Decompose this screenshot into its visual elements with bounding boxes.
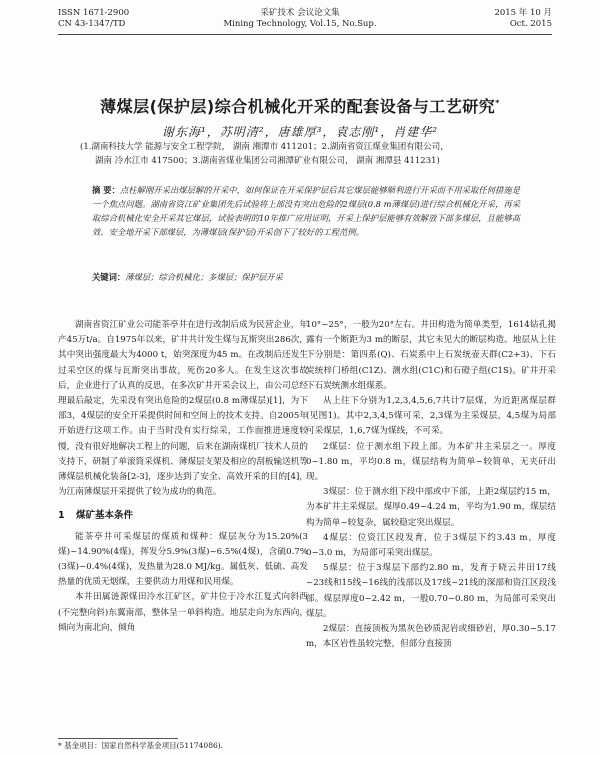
keywords-label: 关键词： — [92, 272, 126, 282]
affiliation-line-1: (1.湖南科技大学 能源与安全工程学院， 湖南 湘潭市 411201；2.湖南省资江煤业集团有限公司， — [80, 142, 449, 152]
section-heading — [58, 508, 308, 523]
abstract-label: 摘 要： — [92, 185, 120, 195]
paper-title-text: 薄煤层(保护层)综合机械化开采的配套设备与工艺研究 — [100, 97, 496, 116]
seam-3-paragraph: 3煤层：位于测水组下段中部或中下部，上距2煤层约15 m，为本矿井主采煤层。煤厚0.49~4.24 m，平均为1.90 m，煤层结构为简单~较复杂，属较稳定突出煤层。 — [306, 487, 556, 528]
seam-list-paragraph: 从上往下分别为1,2,3,4,5,6,7共计7层煤，为近距离煤层群(见图1)。其中2,3,4,5煤可采，2,3煤为主采煤层，4,5煤为局部可采煤层，1,6,7煤为煤线，不可采。 — [306, 396, 556, 437]
issue-date-cn: 2015 年 10 月 — [494, 8, 552, 18]
title-footnote-mark: * — [495, 98, 500, 108]
journal-name-en: Mining Technology, Vol.15, No.Sup. — [223, 19, 377, 29]
header-right — [494, 8, 552, 30]
seam-2-paragraph: 2煤层：位于测水组下段上部。为本矿井主采层之一。厚度0~1.80 m，平均0.8 m，煤层结构为简单~较简单，无夹矸出现。 — [306, 441, 556, 483]
keywords-text: 薄煤层；综合机械化；多煤层；保护层开采 — [125, 272, 283, 282]
abstract — [92, 183, 520, 239]
cn-number: CN 43-1347/TD — [58, 19, 126, 29]
author-list: 谢东海¹，苏明清²，唐雄厚³，袁志刚¹，肖建华² — [161, 125, 439, 139]
issue-date-en: Oct. 2015 — [509, 19, 552, 29]
footnote: * 基金项目：国家自然科学基金项目(51174086). — [58, 741, 224, 750]
seam-4-paragraph: 4煤层：位资江区段发育，位于3煤层下约3.43 m，厚度0~3.0 m，为局部可采突出煤层。 — [306, 532, 556, 559]
paper-title — [0, 94, 600, 117]
section-title: 煤矿基本条件 — [76, 510, 134, 522]
abstract-text: 点柱解刚开采出煤层解的开采中，如何保证在开采保护层后其它煤层能够顺利进行开采而不用采取任何措施是一个焦点问题。湖南省资江矿业集团先后试验将上部没有突出危险的2煤层(0.8 m薄煤层)进行综合机械化开采，再采取综合机械化安全开采其它煤层，试验表明的10年推广应用证明，开采上保护层能够有效解放下部多煤层，且能够高效、安全地开采下部煤层，为薄煤层(保护层)开采创下了较好的工程范例。 — [92, 185, 520, 237]
header-rule — [58, 34, 552, 35]
structure-paragraph: 10°~25°，一般为20°左右。井田构造为简单类型，1614钻孔揭露有一个断距为3 m的断层，其它未见大的断层构造。地层从上往下分别是：第四系(Q)、石炭系中上石炭统壶天群(C2+3)、下石炭统梓门桥组(C1Z)、测水组(C1C)和石磴子组(C1S)。矿井开采下石炭统测水组煤系。 — [306, 320, 556, 391]
intro-paragraph: 湖南省资江矿业公司能茶亭井在进行改制后成为民营企业，年产45万t/a。自1975年以来，矿井共计发生煤与瓦斯突出286次，其中突出强度最大为4000 t，始突深度为45 m。在改制后还发生过采空区的煤与瓦斯突出事故，死伤20多人。在发生这次事故后，企业进行了认真的反思，在多次矿井开采会议上，由公司总经理最后敲定，先采没有突出危险的2煤层(0.8 m薄煤层)[1]，为下部3，4煤层的安全开采提供时间和空间上的技术支持。自2005年开始进行这项工作。由于当时没有实行综采，工作面推进速度较慢，没有很好地解决工程上的问题，后来在湖南煤机厂技术人员的支持下，研制了单滚筒采煤机、薄煤层支架及相应的刮板输送机等薄煤层机械化装备[2-3]，逐步达到了安全、高效开采的目的[4]，为江南薄煤层开采提供了较为成功的典范。 — [58, 320, 308, 498]
right-column — [306, 318, 556, 652]
keywords — [92, 271, 520, 283]
roof-paragraph: 2煤层：直接顶板为黑灰色砂质泥岩或细砂岩，厚0.30~5.17 m，本区岩性虽较完整，但部分直接顶 — [306, 624, 556, 650]
footnote-rule — [58, 738, 178, 739]
coal-quality-paragraph: 能茶亭井可采煤层的煤质和煤种：煤层灰分为15.20%(3煤)~14.90%(4煤)，挥发分5.9%(3煤)~6.5%(4煤)，含硫0.7%(3煤)~0.4%(4煤)，发热量为28.0 MJ/kg。属低灰、低硫、高发热量的优质无烟煤，主要供动力用煤和民用煤。 — [58, 531, 308, 588]
affiliation-line-2: 湖南 冷水江市 417500；3.湖南省煤业集团公司湘潭矿业有限公司， 湖南 湘潭县 411231) — [95, 156, 440, 166]
journal-name-cn: 采矿技术 会议论文集 — [260, 8, 340, 18]
left-column — [58, 318, 308, 636]
section-number: 1 — [58, 510, 65, 522]
issn: ISSN 1671-2900 — [58, 8, 130, 18]
seam-5-paragraph: 5煤层：位于3煤层下部约2.80 m，发育于晓云井田17线~23线和15线~16线的浅部以及17线~21线的深部和资江区段浅部。煤层厚度0~2.42 m，一般0.70~0.80 m，为局部可采突出煤层。 — [306, 563, 556, 619]
geology-paragraph: 本井田属涟源煤田冷水江矿区，矿井位于冷水江复式向斜西(不完整向斜)东翼南部，整体呈一单斜构造。地层走向为东西向，倾向为南北向，倾角 — [58, 592, 308, 633]
